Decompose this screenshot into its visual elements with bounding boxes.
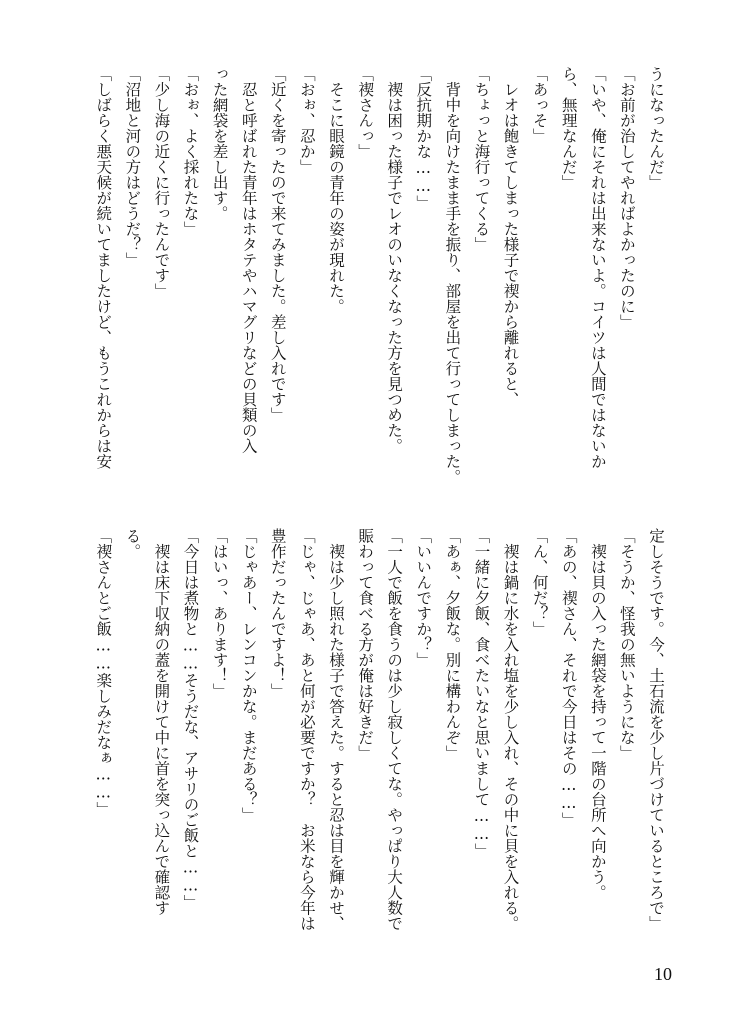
text-line: 「沼地と河の方はどうだ？」 [123,66,142,268]
text-line: 「おぉ、忍か」 [297,66,316,175]
text-line: 「禊さんとご飯……楽しみだなぁ……」 [94,528,113,817]
text-line: った網袋を差し出す。 [210,66,229,221]
text-line: 「しばらく悪天候が続いてましたけど、もうこれからは安 [94,66,113,469]
text-line: 賑わって食べる方が俺は好きだ」 [356,528,375,761]
text-line: 「ん、何だ？」 [530,528,549,637]
text-line: 定しそうです。今、土石流を少し片づけているところで」 [647,528,665,931]
text-block-top [50,66,670,498]
text-line: 忍と呼ばれた青年はホタテやハマグリなどの貝類の入 [239,66,258,454]
text-line: 禊は鍋に水を入れ塩を少し入れ、その中に貝を入れる。 [501,528,520,931]
text-line: 禊は困った様子でレオのいなくなった方を見つめた。 [385,66,404,454]
text-line: 「ちょっと海行ってくる」 [472,66,491,252]
text-line: 「そうか、怪我の無いようにな」 [617,528,636,761]
text-line: 「一人で飯を食うのは少し寂しくてな。やっぱり大人数で [385,528,404,931]
text-line: そこに眼鏡の青年の姿が現れた。 [326,66,345,314]
text-block-bottom [50,528,670,960]
text-line: る。 [123,528,142,559]
text-line: ら、無理なんだ」 [559,66,578,190]
text-line: 「今日は煮物と……そうだな、アサリのご飯と……」 [181,528,200,910]
text-line: 「あの、禊さん、それで今日はその……」 [559,528,578,828]
text-line: 「おぉ、よく採れたな」 [181,66,200,237]
text-line: 「一緒に夕飯、食べたいなと思いまして……」 [472,528,491,859]
text-line: 「少し海の近くに行ったんです」 [152,66,171,299]
text-line: 禊は床下収納の蓋を開けて中に首を突っ込んで確認す [152,528,171,916]
text-line: 「はいっ、あります！」 [210,528,229,699]
text-line: うになったんだ」 [647,66,665,190]
text-line: 「いや、俺にそれは出来ないよ。コイツは人間ではないか [588,66,607,469]
text-line: 「お前が治してやればよかったのに」 [617,66,636,330]
page-number: 10 [654,964,672,984]
text-line: 禊は少し照れた様子で答えた。すると忍は目を輝かせ、 [326,528,345,931]
text-line: 「あっそ」 [530,66,549,144]
text-line: 豊作だったんですよ！」 [268,528,287,699]
text-line: 「じゃあー、レンコンかな。まだある？」 [239,528,258,823]
text-line: 「禊さんっ」 [356,66,375,159]
text-line: 「いいんですか？」 [414,528,433,668]
text-line: 「近くを寄ったので来てみました。差し入れです」 [268,66,287,423]
text-line: 「あぁ、夕飯な。別に構わんぞ」 [443,528,462,761]
text-line: 「反抗期かな……」 [414,66,433,211]
text-line: レオは飽きてしまった様子で禊から離れると、 [501,66,520,407]
text-line: 「じゃ、じゃあ、あと何が必要ですか？ お米なら今年は [297,528,316,931]
text-line: 背中を向けたまま手を振り、部屋を出て行ってしまった。 [443,66,462,485]
text-line: 禊は貝の入った網袋を持って一階の台所へ向かう。 [588,528,607,900]
